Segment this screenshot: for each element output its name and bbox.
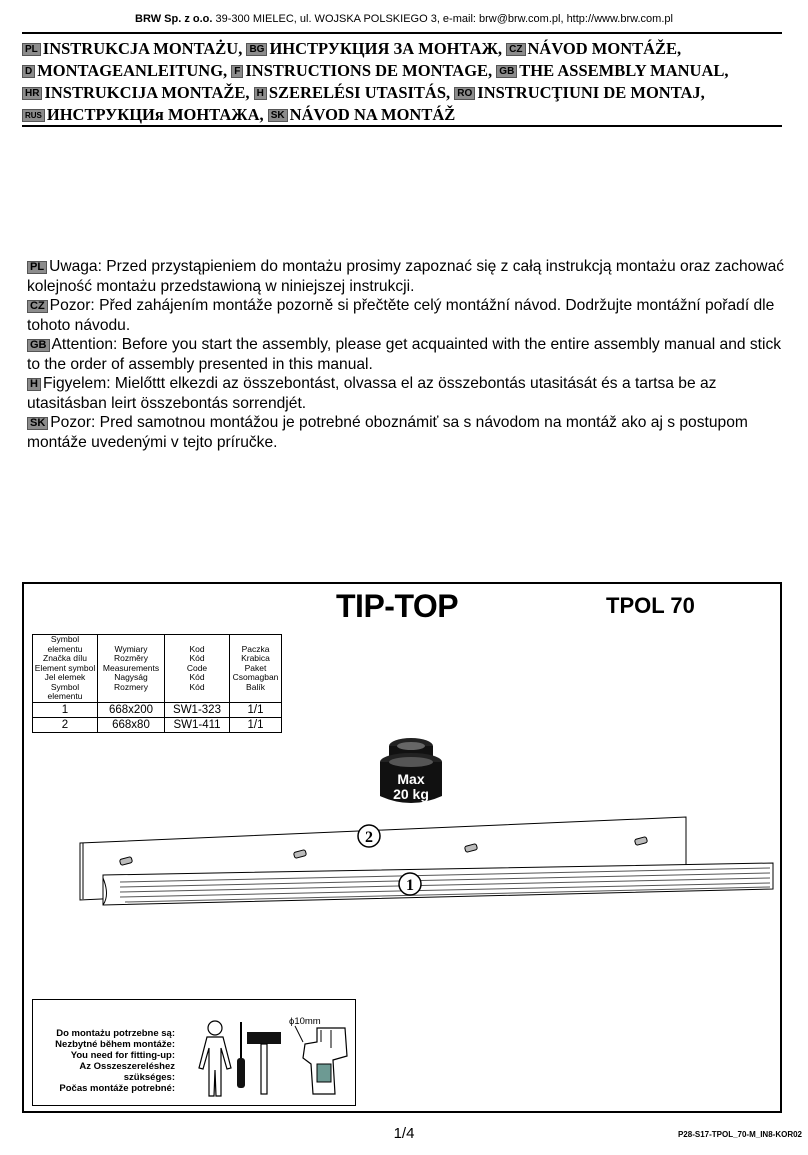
part-label-2 — [358, 825, 380, 847]
title-text: INSTRUCŢIUNI DE MONTAJ, — [477, 83, 705, 102]
header-line: Jel elemek — [44, 672, 86, 682]
title-text: MONTAGEANLEITUNG, — [37, 61, 228, 80]
title-text: SZERELÉSI UTASITÁS, — [268, 83, 451, 102]
table-cell: 2 — [33, 717, 98, 732]
hammer-icon — [247, 1032, 281, 1094]
language-badge: PL — [22, 43, 41, 56]
product-code: TPOL 70 — [606, 593, 695, 618]
title-text: ИНСТРУКЦИя МОНТАЖА, — [46, 105, 264, 124]
header-line: Element symbol — [34, 662, 96, 673]
header-line: Measurements — [102, 662, 160, 673]
weight-line1: Max — [397, 771, 425, 787]
tools-needed-text — [30, 1028, 175, 1094]
header-line: Balík — [246, 681, 265, 692]
language-badge: F — [231, 65, 243, 78]
title-text: NÁVOD MONTÁŽE, — [527, 39, 682, 58]
tools-line: Do montażu potrzebne są: — [56, 1028, 175, 1039]
language-badge: PL — [27, 261, 47, 274]
header-line: Nagyság — [114, 672, 148, 682]
company-name: BRW Sp. z o.o. — [135, 13, 213, 25]
language-badge: D — [22, 65, 35, 78]
table-cell: 668x80 — [98, 717, 165, 732]
header-line: Csomagban — [232, 672, 279, 682]
warning-text: Uwaga: Przed przystąpieniem do montażu prosimy zapoznać się z całą instrukcją montażu oraz zachować kolejność montażu przedstawioną w niniejszej instrukcji. — [27, 258, 785, 295]
part-label-1 — [399, 873, 421, 895]
label-shelf-text: 1 — [406, 877, 414, 894]
company-address: 39-300 MIELEC, ul. WOJSKA POLSKIEGO 3, e-mail: brw@brw.com.pl, http://www.brw.com.pl — [212, 13, 673, 25]
header-line: Symbol elementu — [47, 681, 83, 701]
title-text: INSTRUKCIJA MONTAŽE, — [44, 83, 250, 102]
language-badge: RUS — [22, 109, 45, 122]
header-line: Symbol elementu — [47, 634, 83, 654]
header-line: Kod — [189, 643, 205, 654]
header-line: Rozměry — [113, 653, 148, 663]
language-badge: GB — [27, 339, 50, 352]
header-line: Code — [186, 662, 208, 673]
header-line: Rozmery — [113, 681, 148, 692]
language-badge: CZ — [506, 43, 525, 56]
warning-text: Pozor: Před zahájením montáže pozorně si přečtěte celý montážní návod. Dodržujte montážní pořadí dle tohoto návodu. — [27, 297, 775, 334]
table-cell: 1/1 — [230, 702, 282, 717]
product-name: TIP-TOP — [336, 588, 459, 624]
tools-line: Az Osszeszereléshez szükséges: — [79, 1061, 175, 1083]
drill-size: ϕ10mm — [289, 1016, 321, 1027]
warning-text: Figyelem: Mielőttt elkezdi az összebontást, olvassa el az összebontás utasitását és a tartsa be az utasitásban leirt összebontás sorrendjét. — [27, 375, 717, 412]
tools-line: Nezbytné během montáže: — [55, 1039, 175, 1050]
language-badge: BG — [246, 43, 267, 56]
title-text: THE ASSEMBLY MANUAL, — [519, 61, 729, 80]
warning-text: Pozor: Pred samotnou montážou je potrebné oboznámiť sa s návodom na montáž ako aj s postupom montáže uvedenými v tejto príručke. — [27, 414, 748, 451]
document-code: P28-S17-TPOL_70-M_IN8-KOR02 — [677, 1130, 802, 1139]
table-cell: 668x200 — [98, 702, 165, 717]
title-text: NÁVOD NA MONTÁŽ — [289, 105, 456, 124]
language-badge: SK — [27, 417, 48, 430]
language-badge: HR — [22, 87, 42, 100]
header-line: Kód — [189, 653, 205, 663]
tools-line: You need for fitting-up: — [70, 1050, 175, 1061]
table-cell: SW1-411 — [165, 717, 230, 732]
header-line: Kód — [189, 672, 205, 682]
warning-text: Attention: Before you start the assembly, please get acquainted with the entire assembly manual and stick to the order of assembly presented in this manual. — [27, 336, 782, 373]
tools-illustration — [185, 1008, 355, 1104]
table-cell: 1/1 — [230, 717, 282, 732]
title-text: INSTRUCTIONS DE MONTAGE, — [245, 61, 493, 80]
title-text: ИНСТРУКЦИЯ ЗА МОНТАЖ, — [269, 39, 503, 58]
header-line: Krabica — [241, 653, 270, 663]
header-line: Kód — [189, 681, 205, 692]
header-line: Paket — [244, 662, 267, 673]
language-badge: H — [27, 378, 41, 391]
language-badge: GB — [496, 65, 517, 78]
language-badge: SK — [268, 109, 288, 122]
max-weight-icon — [380, 738, 442, 803]
language-badge: H — [254, 87, 267, 100]
language-badge: CZ — [27, 300, 48, 313]
drill-icon — [289, 1016, 347, 1094]
person-icon — [199, 1021, 231, 1096]
page-number: 1/4 — [393, 1125, 415, 1142]
table-cell: SW1-323 — [165, 702, 230, 717]
language-badge: RO — [454, 87, 475, 100]
header-line: Wymiary — [114, 643, 148, 654]
weight-line2: 20 kg — [393, 786, 429, 802]
title-text: INSTRUKCJA MONTAŻU, — [42, 39, 243, 58]
tools-line: Počas montáže potrebné: — [59, 1083, 175, 1094]
header-line: Paczka — [241, 643, 270, 654]
table-cell: 1 — [33, 702, 98, 717]
label-rail-text: 2 — [365, 829, 373, 846]
header-line: Značka dílu — [43, 653, 87, 663]
screwdriver-icon — [237, 1022, 245, 1088]
